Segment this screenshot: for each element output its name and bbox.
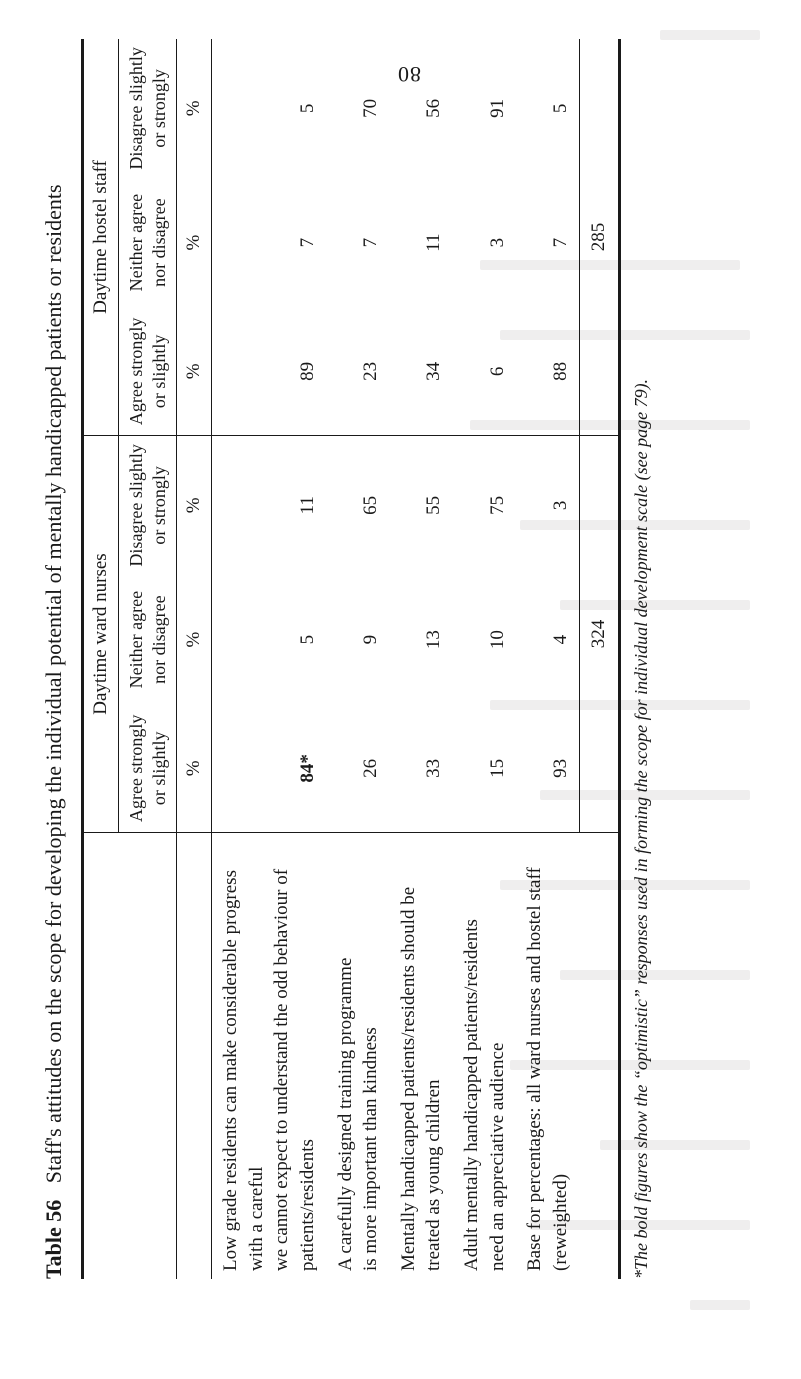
percent-symbol: % [177,705,212,833]
cell-value: 65 [360,495,382,515]
subheader-disagree: Disagree slightly or strongly [126,47,169,170]
row-label: Low grade residents can make considerable progress with a careful we cannot expect to understand the odd behaviour of patients/residents [220,868,318,1271]
percent-symbol: % [177,308,212,436]
cell-value: 3 [486,237,508,248]
cell-value: 70 [360,98,382,118]
subheader-neither: Neither agree nor disagree [126,193,169,292]
cell-value: 7 [360,237,382,248]
page-number: 80 [397,62,421,87]
cell-value: 5 [549,103,571,114]
table-56 [41,39,701,1279]
cell-value: 15 [453,705,516,833]
cell-value: 10 [486,630,508,650]
subheader-disagree: Disagree slightly or strongly [126,444,169,567]
cell-value: 84* [212,705,327,833]
subheader-neither: Neither agree nor disagree [126,590,169,689]
cell-value: 91 [486,98,508,118]
footnote: *The bold figures show the “optimistic” responses used in forming the scope for individual development scale (see page 79). [630,378,651,1279]
table-row [453,39,516,1279]
cell-value: 33 [390,705,453,833]
cell-value: 26 [327,705,390,833]
cell-value: 3 [549,500,571,511]
table-title-text: Staff's attitudes on the scope for developing the individual potential of mentally handicapped patients or residents [41,184,66,1184]
group-header-hostel-staff: Daytime hostel staff [84,39,119,436]
base-hostel-staff: 285 [580,39,618,436]
cell-value: 6 [453,308,516,436]
base-row [580,39,618,1279]
percent-row [177,39,212,1279]
table-row [390,39,453,1279]
cell-value: 56 [423,98,445,118]
cell-value: 55 [423,495,445,515]
cell-value: 7 [549,237,571,248]
cell-value: 5 [296,634,318,645]
cell-value: 5 [296,103,318,114]
table-row [327,39,390,1279]
row-label: Mentally handicapped patients/residents should be treated as young children [397,886,445,1271]
cell-value: 93 [516,705,579,833]
cell-value: 75 [486,495,508,515]
base-ward-nurses: 324 [580,436,618,833]
cell-value: 89 [212,308,327,436]
subheader-agree: Agree strongly or slightly [119,308,177,436]
cell-value: 4 [549,634,571,645]
percent-symbol: % [177,575,212,705]
percent-symbol: % [177,39,212,178]
cell-value: 7 [296,237,318,248]
cell-value: 34 [390,308,453,436]
table-row [516,39,579,1279]
table-label: Table 56 [41,1199,66,1279]
subheader-agree: Agree strongly or slightly [119,705,177,833]
cell-value: 11 [296,496,318,515]
cell-value: 88 [516,308,579,436]
cell-value: 11 [423,233,445,252]
percent-symbol: % [177,178,212,308]
cell-value: 9 [360,634,382,645]
cell-value: 13 [423,630,445,650]
stub-header [84,833,119,1280]
bottom-rule [618,39,621,1279]
row-label: Base for percentages: all ward nurses and hostel staff (reweighted) [524,867,572,1271]
attitudes-table [84,39,618,1279]
row-label: A carefully designed training programme is more important than kindness [334,957,382,1271]
group-header-ward-nurses: Daytime ward nurses [84,436,119,833]
cell-value: 23 [327,308,390,436]
table-title [41,39,67,1279]
percent-symbol: % [177,436,212,575]
table-row [212,39,327,1279]
row-label: Adult mentally handicapped patients/residents need an appreciative audience [461,919,508,1271]
